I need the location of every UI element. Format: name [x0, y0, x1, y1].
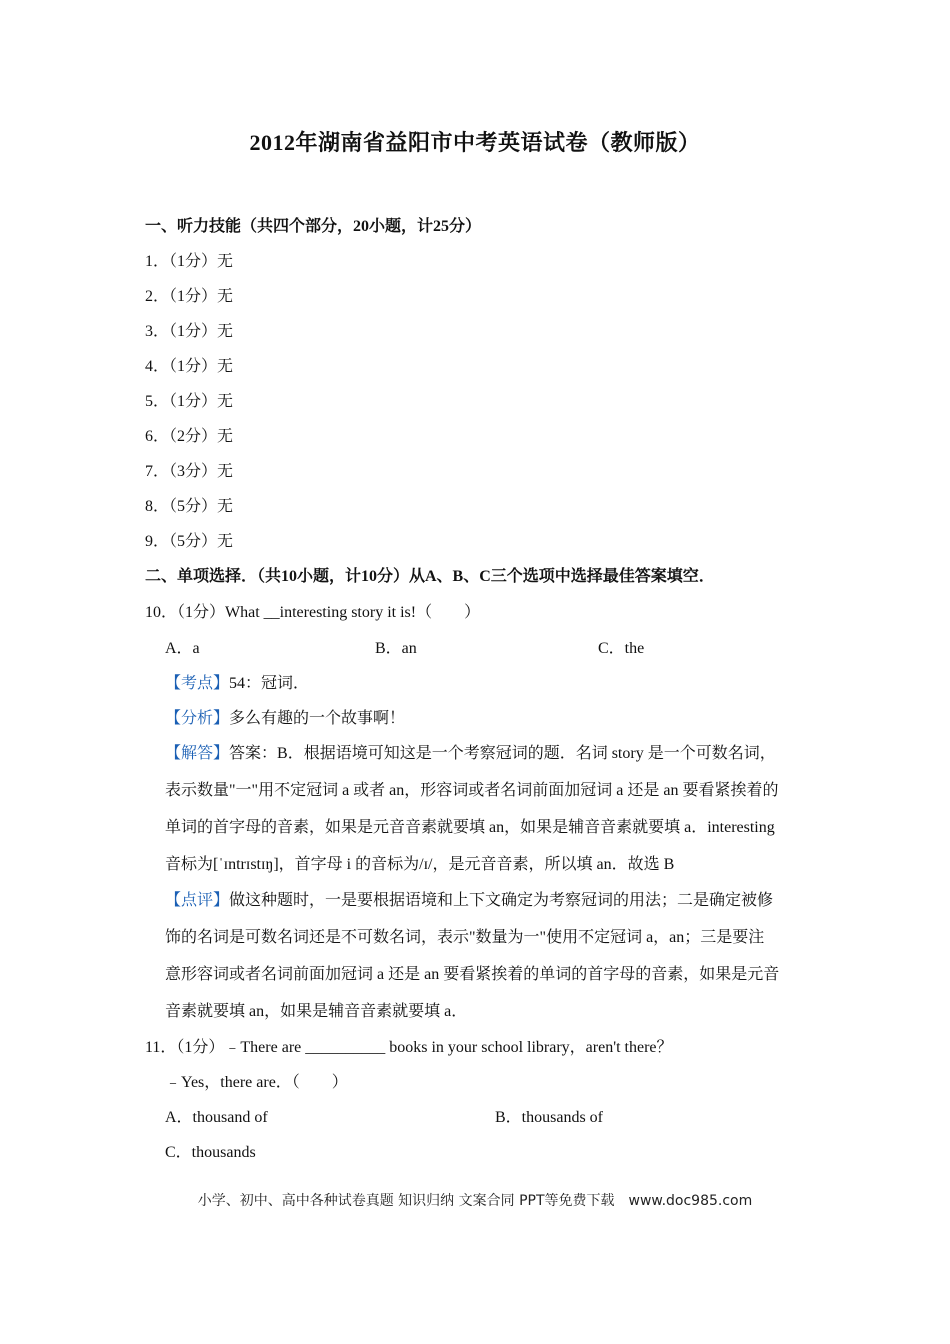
question-item: 4．（1分）无 [145, 358, 234, 375]
dianping-text: 做这种题时，一是要根据语境和上下文确定为考察冠词的用法；二是确定被修 [229, 892, 774, 909]
option-a: A．thousand of [165, 1109, 268, 1126]
page-footer: 小学、初中、高中各种试卷真题 知识归纳 文案合同 PPT等免费下载 www.doc985.com [197, 1193, 753, 1209]
option-a: A．a [165, 640, 200, 657]
kaodian-tag: 【考点】 [165, 675, 230, 692]
jieda-text: 单词的首字母的音素，如果是元音音素就要填 an，如果是辅音音素就要填 a．interesting [165, 819, 775, 836]
kaodian-row [165, 673, 309, 695]
question-item: 1．（1分）无 [145, 253, 234, 270]
question-stem: 10．（1分）What __interesting story it is!（ ） [145, 604, 481, 621]
jieda-text: 音标为[ˈɪntrɪstɪŋ]，首字母 i 的音标为/ɪ/，是元音音素，所以填 an．故选 B [165, 856, 675, 873]
page-title: 2012年湖南省益阳市中考英语试卷（教师版） [249, 130, 701, 155]
option-c: C．thousands [165, 1144, 256, 1161]
question-item: 7．（3分）无 [145, 463, 234, 480]
question-item: 6．（2分）无 [145, 428, 234, 445]
option-b: B．an [375, 640, 417, 657]
question-reply: ﹣Yes，there are．（ ） [165, 1074, 348, 1091]
jieda-row [165, 743, 776, 765]
question-item: 2．（1分）无 [145, 288, 234, 305]
question-item: 5．（1分）无 [145, 393, 234, 410]
dianping-text: 音素就要填 an，如果是辅音音素就要填 a． [165, 1003, 468, 1020]
fenxi-tag: 【分析】 [165, 710, 230, 727]
section-heading-single-choice: 二、单项选择．（共10小题，计10分）从A、B、C三个选项中选择最佳答案填空． [145, 568, 715, 585]
dianping-text: 意形容词或者名词前面加冠词 a 还是 an 要看紧挨着的单词的首字母的音素，如果是元音 [165, 966, 780, 983]
kaodian-text: 54：冠词． [229, 675, 310, 692]
question-stem: 11．（1分）﹣There are __________ books in your school library，aren't there？ [145, 1039, 673, 1056]
question-item: 8．（5分）无 [145, 498, 234, 515]
dianping-tag: 【点评】 [165, 892, 230, 909]
jieda-tag: 【解答】 [165, 745, 230, 762]
question-item: 3．（1分）无 [145, 323, 234, 340]
option-c: C．the [598, 640, 645, 657]
section-heading-listening: 一、听力技能（共四个部分，20小题，计25分） [145, 218, 482, 235]
option-b: B．thousands of [495, 1109, 604, 1126]
question-item: 9．（5分）无 [145, 533, 234, 550]
dianping-row [165, 890, 773, 912]
dianping-text: 饰的名词是可数名词还是不可数名词，表示"数量为一"使用不定冠词 a，an；三是要注 [165, 929, 765, 946]
jieda-text: 答案：B．根据语境可知这是一个考察冠词的题．名词 story 是一个可数名词， [229, 745, 776, 762]
fenxi-text: 多么有趣的一个故事啊！ [229, 710, 406, 727]
fenxi-row [165, 708, 405, 730]
jieda-text: 表示数量"一"用不定冠词 a 或者 an，形容词或者名词前面加冠词 a 还是 an 要看紧挨着的 [165, 782, 779, 799]
